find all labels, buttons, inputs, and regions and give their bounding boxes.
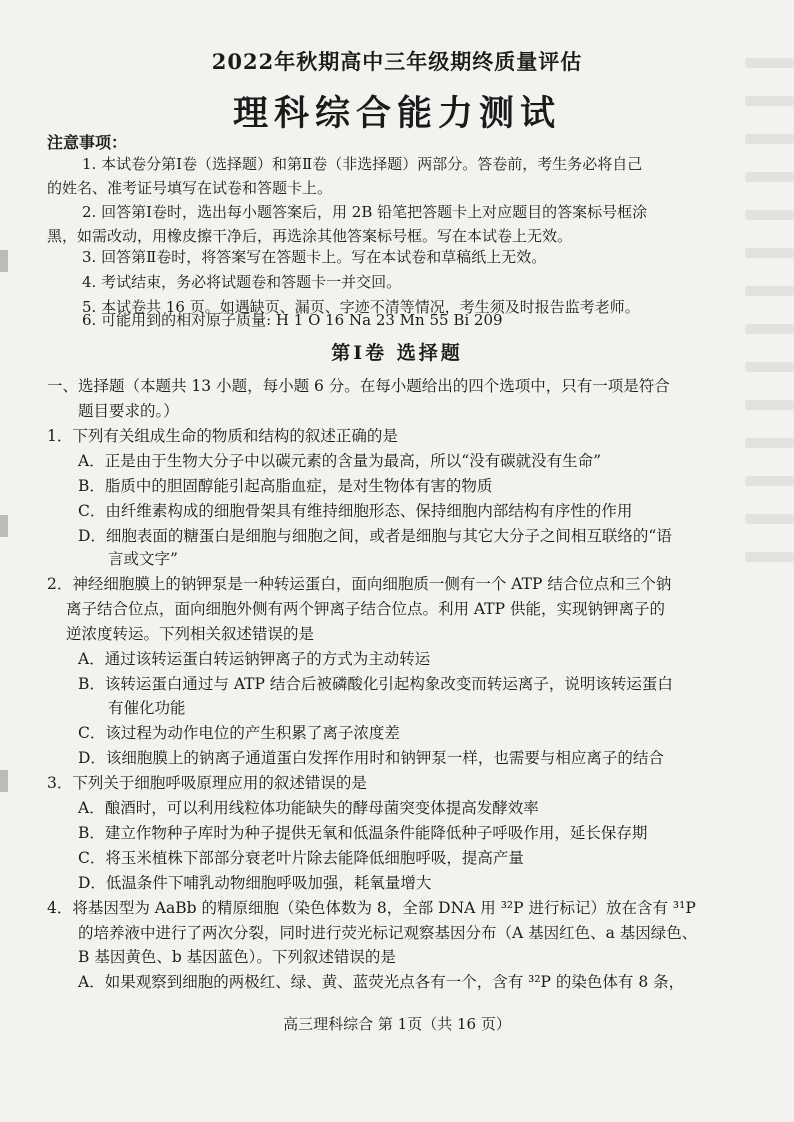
answer-option: C．由纤维素构成的细胞骨架具有维持细胞形态、保持细胞内部结构有序性的作用: [78, 502, 633, 520]
answer-option: B．脂质中的胆固醇能引起高脂血症，是对生物体有害的物质: [78, 477, 493, 495]
scan-edge-mark: [0, 250, 8, 272]
note-line: 的姓名、准考证号填写在试卷和答题卡上。: [47, 179, 333, 197]
instructions-line: 一、选择题（本题共 13 小题，每小题 6 分。在每小题给出的四个选项中，只有一项是符合: [47, 377, 670, 395]
question-stem: 逆浓度转运。下列相关叙述错误的是: [66, 625, 315, 643]
answer-option: 言或文字”: [108, 550, 178, 568]
scan-edge-mark: [0, 515, 8, 537]
question-stem: 2．神经细胞膜上的钠钾泵是一种转运蛋白，面向细胞质一侧有一个 ATP 结合位点和三个钠: [47, 575, 672, 593]
scan-edge-mark: [0, 770, 8, 792]
note-line: 4. 考试结束，务必将试题卷和答题卡一并交回。: [82, 273, 402, 291]
answer-option: D．该细胞膜上的钠离子通道蛋白发挥作用时和钠钾泵一样，也需要与相应离子的结合: [78, 749, 664, 767]
question-stem: 3．下列关于细胞呼吸原理应用的叙述错误的是: [47, 774, 367, 792]
subject-title: 理科综合能力测试: [232, 93, 561, 134]
question-stem: 离子结合位点，面向细胞外侧有两个钾离子结合位点。利用 ATP 供能，实现钠钾离子的: [66, 600, 665, 618]
section-title: 第Ⅰ卷 选择题: [331, 342, 463, 364]
answer-option: A．正是由于生物大分子中以碳元素的含量为最高，所以“没有碳就没有生命”: [78, 452, 602, 470]
note-line: 5. 本试卷共 16 页。如遇缺页、漏页、字迹不清等情况，考生须及时报告监考老师。: [82, 298, 640, 316]
answer-option: A．酿酒时，可以利用线粒体功能缺失的酵母菌突变体提高发酵效率: [78, 799, 539, 817]
question-stem: 4．将基因型为 AaBb 的精原细胞（染色体数为 8，全部 DNA 用 ³²P 进行标记）放在含有 ³¹P: [47, 899, 696, 917]
answer-option: A．通过该转运蛋白转运钠钾离子的方式为主动转运: [78, 650, 431, 668]
note-line: 3. 回答第Ⅱ卷时，将答案写在答题卡上。写在本试卷和草稿纸上无效。: [82, 248, 547, 266]
answer-option: C．将玉米植株下部部分衰老叶片除去能降低细胞呼吸，提高产量: [78, 849, 524, 867]
question-stem: 的培养液中进行了两次分裂，同时进行荧光标记观察基因分布（A 基因红色、a 基因绿色、: [78, 924, 698, 942]
instructions-line: 题目要求的。）: [78, 402, 179, 420]
page-footer: 高三理科综合 第 1页（共 16 页）: [283, 1015, 511, 1033]
question-stem: B 基因黄色、b 基因蓝色）。下列叙述错误的是: [78, 948, 396, 966]
answer-option: D．细胞表面的糖蛋白是细胞与细胞之间，或者是细胞与其它大分子之间相互联络的“语: [78, 527, 672, 545]
note-line: 2. 回答第Ⅰ卷时，选出每小题答案后，用 2B 铅笔把答题卡上对应题目的答案标号框涂: [82, 203, 648, 221]
question-stem: 1．下列有关组成生命的物质和结构的叙述正确的是: [47, 427, 398, 445]
answer-option: B．该转运蛋白通过与 ATP 结合后被磷酸化引起构象改变而转运离子，说明该转运蛋白: [78, 675, 673, 693]
answer-option: D．低温条件下哺乳动物细胞呼吸加强，耗氧量增大: [78, 874, 432, 892]
bleed-through-shadow: [745, 30, 794, 790]
exam-title: 2022年秋期高中三年级期终质量评估: [211, 49, 583, 74]
answer-option: B．建立作物种子库时为种子提供无氧和低温条件能降低种子呼吸作用，延长保存期: [78, 824, 648, 842]
note-line: 6. 可能用到的相对原子质量: H 1 O 16 Na 23 Mn 55 Bi 209: [82, 311, 503, 329]
note-line: 1. 本试卷分第Ⅰ卷（选择题）和第Ⅱ卷（非选择题）两部分。答卷前，考生务必将自己: [82, 155, 643, 173]
answer-option: C．该过程为动作电位的产生积累了离子浓度差: [78, 724, 400, 742]
note-line: 黑，如需改动，用橡皮擦干净后，再选涂其他答案标号框。写在本试卷上无效。: [47, 227, 573, 245]
answer-option: A．如果观察到细胞的两极红、绿、黄、蓝荧光点各有一个，含有 ³²P 的染色体有 8 条，: [78, 973, 685, 991]
answer-option: 有催化功能: [108, 699, 186, 717]
notes-heading: 注意事项：: [47, 133, 128, 152]
